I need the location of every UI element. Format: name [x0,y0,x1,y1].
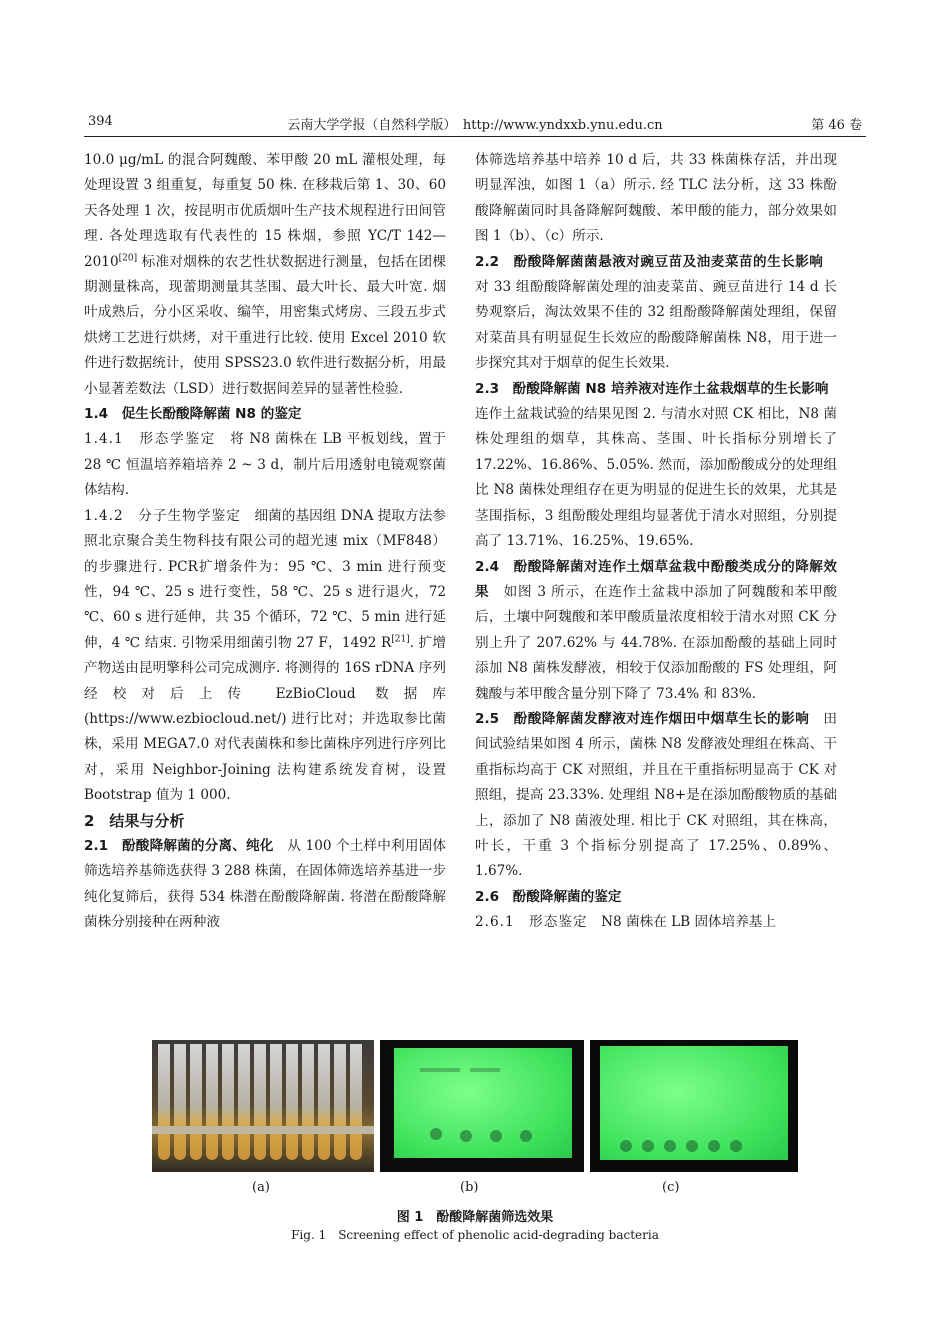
section-heading-1-4: 1.4 促生长酚酸降解菌 N8 的鉴定 [84,406,302,423]
citation[interactable]: [21] [391,634,410,645]
subsection-heading-2-6-1: 2.6.1 形态鉴定 [475,914,588,931]
paragraph: 2.2 酚酸降解菌菌悬液对豌豆苗及油麦菜苗的生长影响 对 33 组酚酸降解菌处理的油麦菜苗、豌豆苗进行 14 d 长势观察后，淘汰效果不佳的 32 组酚酸降解菌处理组，保留对菜苗具有明显促生长效应的酚酸降解菌株 N8，用于进一步探究其对于烟草的促生长效果. [475,253,837,372]
paragraph: 1.4.1 形态学鉴定 将 N8 菌株在 LB 平板划线，置于 28 ℃ 恒温培养箱培养 2 ~ 3 d，制片后用透射电镜观察菌体结构. [84,431,447,499]
paragraph: 2.1 酚酸降解菌的分离、纯化 从 100 个土样中利用固体筛选培养基筛选获得 3 288 株菌，在固体筛选培养基进一步纯化复筛后，获得 534 株潜在酚酸降解菌. 将潜在酚酸降解菌株分别接种在两种液 [84,837,446,931]
section-heading-2: 2 结果与分析 [84,811,185,830]
section-heading-2-4: 2.4 酚酸降解菌对连作土烟草盆栽中酚酸类成分的降解效果 [475,558,837,600]
section-heading-2-2: 2.2 酚酸降解菌菌悬液对豌豆苗及油麦菜苗的生长影响 [475,253,824,270]
panel-label-c: (c) [662,1180,680,1195]
volume-label: 第 46 卷 [811,118,862,133]
paragraph: 2.5 酚酸降解菌发酵液对连作烟田中烟草生长的影响 田间试验结果如图 4 所示，菌株 N8 发酵液处理组在株高、干重指标均高于 CK 对照组，并且在干重指标明显高于 CK 对照组，提高 23.33%. 处理组 N8+是在添加酚酸物质的基础上，添加了 N8 菌液处理. 相比于 CK 对照组，其在株高，叶长，干重 3 个指标分别提高了 17.25%、0.89%、1.67%. [475,710,837,880]
paragraph: 2.3 酚酸降解菌 N8 培养液对连作土盆栽烟草的生长影响 连作土盆栽试验的结果见图 2. 与清水对照 CK 相比，N8 菌株处理组的烟草，其株高、茎围、叶长指标分别增长了 17.22%、16.86%、5.05%. 然而，添加酚酸成分的处理组比 N8 菌株处理组存在更为明显的促进生长的效果，尤其是茎围指标，3 组酚酸处理组均显著优于清水对照组，分别提高了 13.71%、16.25%、19.65%. [475,380,843,550]
paragraph: 10.0 μg/mL 的混合阿魏酸、苯甲酸 20 mL 灌根处理，每处理设置 3 组重复，每重复 50 株. 在移栽后第 1、30、60 天各处理 1 次，按昆明市优质烟叶生产技术规程进行田间管理. 各处理选取有代表性的 15 株烟，参照 YC/T 142—2010[20] 标准对烟株的农艺性状数据进行测量，包括在团棵期测量株高，现蕾期测量其茎围、最大叶长、最大叶宽. 烟叶成熟后，分小区采收、编竿，用密集式烤房、三段五步式烘烤工艺进行烘烤，对干重进行比较. 使用 Excel 2010 软件进行数据统计，使用 SPSS23.0 软件进行数据分析，用最小显著差数法（LSD）进行数据间差异的显著性检验. [84,152,446,397]
section-heading-2-1: 2.1 酚酸降解菌的分离、纯化 [84,837,274,854]
section-heading-2-3: 2.3 酚酸降解菌 N8 培养液对连作土盆栽烟草的生长影响 [475,380,829,397]
subsection-heading-1-4-1: 1.4.1 形态学鉴定 [84,431,216,448]
page-header [84,112,866,137]
section-heading-2-6: 2.6 酚酸降解菌的鉴定 [475,888,622,905]
right-column [475,148,843,936]
section-heading-2-5: 2.5 酚酸降解菌发酵液对连作烟田中烟草生长的影响 [475,710,810,727]
paragraph: 2.6.1 形态鉴定 N8 菌株在 LB 固体培养基上 [475,914,777,931]
panel-label-b: (b) [460,1180,479,1195]
page-number: 394 [88,114,113,129]
left-column [84,148,446,936]
tlc-plate-photo-b [380,1040,584,1172]
panel-label-a: (a) [252,1180,270,1195]
paragraph: 2.4 酚酸降解菌对连作土烟草盆栽中酚酸类成分的降解效果 如图 3 所示，在连作土盆栽中添加了阿魏酸和苯甲酸后，土壤中阿魏酸和苯甲酸质量浓度相较于清水对照 CK 分别上升了 207.62% 与 44.78%. 在添加酚酸的基础上同时添加 N8 菌株发酵液，相较于仅添加酚酸的 FS 处理组，阿魏酸与苯甲酸含量分别下降了 73.4% 和 83%. [475,558,838,702]
paragraph: 1.4.2 分子生物学鉴定 细菌的基因组 DNA 提取方法参照北京聚合美生物科技有限公司的超光速 mix（MF848）的步骤进行. PCR扩增条件为：95 ℃、3 min 进行预变性，94 ℃、25 s 进行变性，58 ℃、25 s 进行退火，72 ℃、60 s 进行延伸，共 35 个循环，72 ℃、5 min 进行延伸，4 ℃ 结束. 引物采用细菌引物 27 F，1492 R[21]. 扩增产物送由昆明擎科公司完成测序. 将测得的 16S rDNA 序列经校对后上传 EzBioCloud 数据库 (https://www.ezbiocloud.net/) 进行比对；并选取参比菌株，采用 MEGA7.0 对代表菌株和参比菌株序列进行序列比对，采用 Neighbor-Joining 法构建系统发育树，设置 Bootstrap 值为 1 000. [84,507,446,804]
figure-title-en: Fig. 1 Screening effect of phenolic acid-degrading bacteria [291,1228,659,1242]
subsection-heading-1-4-2: 1.4.2 分子生物学鉴定 [84,507,241,524]
figure-title-cn: 图 1 酚酸降解菌筛选效果 [396,1210,554,1225]
paragraph: 体筛选培养基中培养 10 d 后，共 33 株菌株存活，并出现明显浑浊，如图 1（a）所示. 经 TLC 法分析，这 33 株酚酸降解菌同时具备降解阿魏酸、苯甲酸的能力，部分效果如图 1（b）、（c）所示. [475,152,837,245]
tlc-plate-photo-c [590,1040,798,1172]
citation[interactable]: [20] [118,253,138,264]
test-tubes-photo [152,1040,374,1172]
journal-title: 云南大学学报（自然科学版） http://www.yndxxb.ynu.edu.cn [287,118,663,133]
